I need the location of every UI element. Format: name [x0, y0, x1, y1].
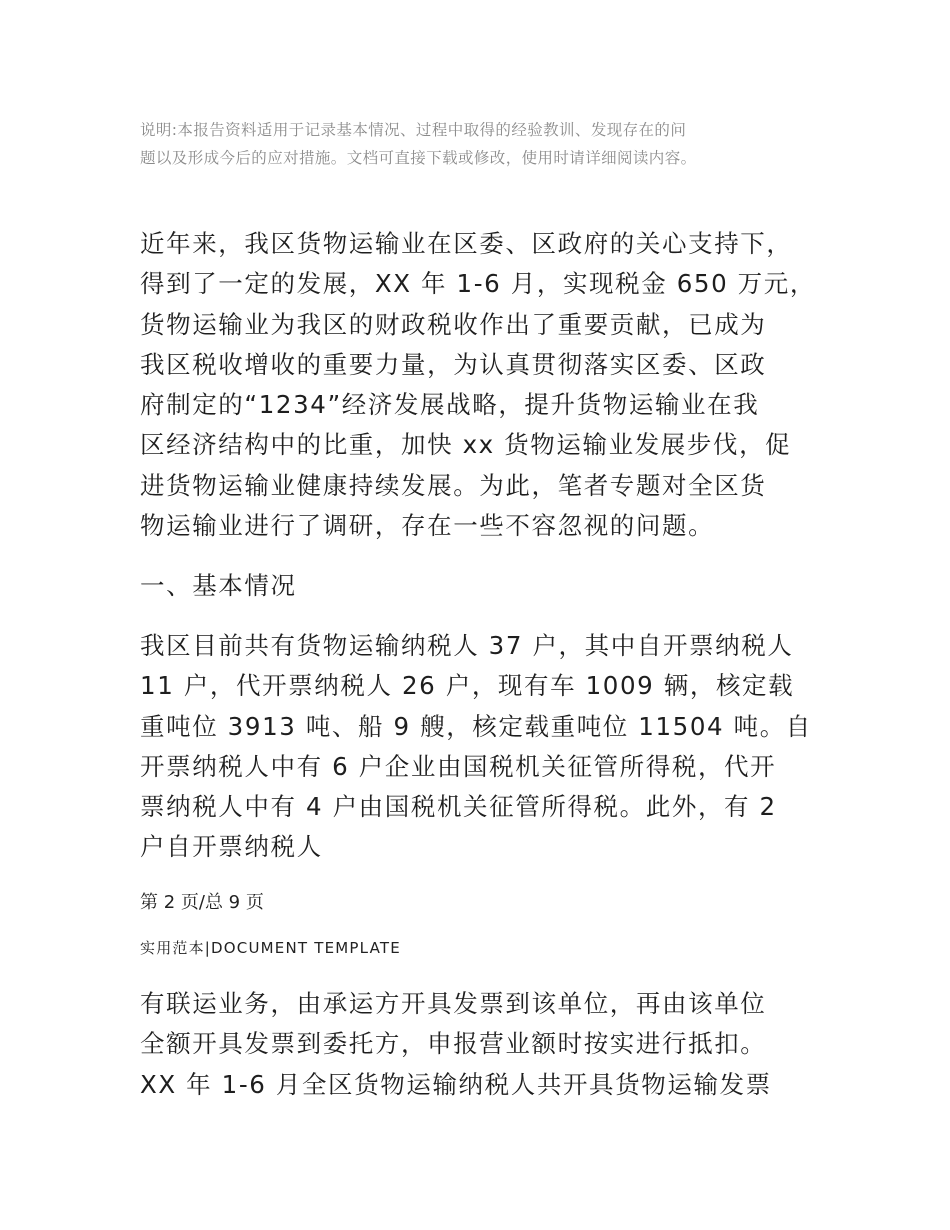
- paragraph-line: 进货物运输业健康持续发展。为此，笔者专题对全区货: [140, 470, 767, 500]
- paragraph-line: 户自开票纳税人: [140, 832, 323, 862]
- paragraph-line: 开票纳税人中有 6 户企业由国税机关征管所得税，代开: [140, 751, 777, 781]
- paragraph-line: 我区目前共有货物运输纳税人 37 户，其中自开票纳税人: [140, 631, 794, 660]
- paragraph-line: 票纳税人中有 4 户由国税机关征管所得税。此外，有 2: [140, 792, 777, 822]
- continued-paragraph: [140, 984, 812, 1105]
- paragraph-line: 重吨位 3913 吨、船 9 艘，核定载重吨位 11504 吨。自: [140, 711, 812, 741]
- page-number: 第 2 页/总 9 页: [140, 892, 264, 913]
- paragraph-line: 货物运输业为我区的财政税收作出了重要贡献，已成为: [140, 309, 767, 339]
- paragraph-line: 全额开具发票到委托方，申报营业额时按实进行抵扣。: [140, 1029, 767, 1059]
- template-header-label: 实用范本|DOCUMENT TEMPLATE: [140, 939, 401, 957]
- document-note: [140, 116, 812, 172]
- note-line: 说明:本报告资料适用于记录基本情况、过程中取得的经验教训、发现存在的问: [140, 121, 687, 139]
- paragraph-line: 11 户，代开票纳税人 26 户，现有车 1009 辆，核定载: [140, 671, 795, 701]
- paragraph-line: 府制定的“1234”经济发展战略，提升货物运输业在我: [140, 390, 760, 420]
- paragraph-line: 物运输业进行了调研，存在一些不容忽视的问题。: [140, 511, 715, 541]
- note-line: 题以及形成今后的应对措施。文档可直接下载或修改，使用时请详细阅读内容。: [140, 149, 697, 167]
- paragraph-line: 区经济结构中的比重，加快 xx 货物运输业发展步伐，促: [140, 430, 792, 460]
- basic-info-paragraph: [140, 626, 812, 868]
- paragraph-line: XX 年 1-6 月全区货物运输纳税人共开具货物运输发票: [140, 1069, 772, 1099]
- paragraph-line: 得到了一定的发展，XX 年 1-6 月，实现税金 650 万元，: [140, 269, 816, 299]
- section-heading: 一、基本情况: [140, 571, 297, 600]
- intro-paragraph: [140, 224, 816, 546]
- paragraph-line: 有联运业务，由承运方开具发票到该单位，再由该单位: [140, 989, 767, 1018]
- paragraph-line: 我区税收增收的重要力量，为认真贯彻落实区委、区政: [140, 349, 767, 379]
- paragraph-line: 近年来，我区货物运输业在区委、区政府的关心支持下，: [140, 229, 793, 258]
